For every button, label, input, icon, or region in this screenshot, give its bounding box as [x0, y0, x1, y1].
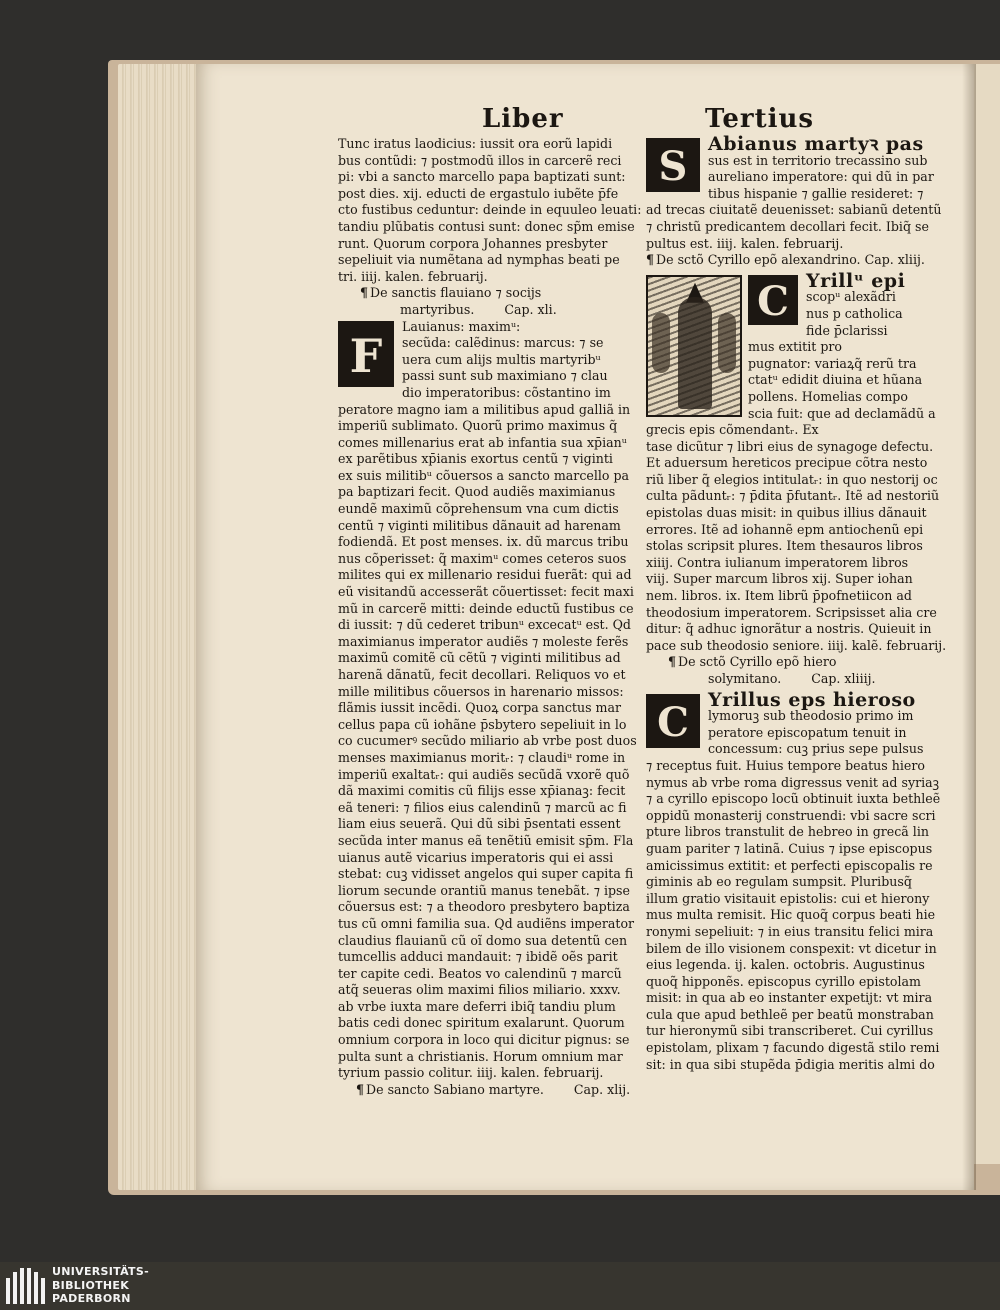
text-line: post dies. xij. educti de ergastulo iubẽte p̄fe: [338, 185, 619, 201]
text-line: nus p catholica: [806, 305, 903, 321]
text-line: ab vrbe iuxta mare deferri ibiq̃ tandiu plum: [338, 998, 616, 1014]
text-line: tandiu plũbatis contusi sunt: donec sp̃m emise: [338, 218, 635, 234]
text-line: claudius flauianũ cũ oĩ domo sua detentũ cen: [338, 932, 628, 948]
text-line: liorum secunde orantiũ manus tenebãt. ⁊ ipse: [338, 882, 630, 898]
text-line: guam pariter ⁊ latinã. Cuius ⁊ ipse episcopus: [646, 840, 933, 856]
sabian-opening-word: Abianus martyꝛ pas: [708, 133, 924, 155]
text-line: errores. Itẽ ad iohannẽ epm antiochenũ epi: [646, 521, 924, 537]
text-line: epistolam, plixam ⁊ facundo digestã stilo remi: [646, 1040, 940, 1056]
pilcrow-mark: ¶: [668, 654, 677, 670]
text-line: omnium corpora in loco qui dicitur pignus: se: [338, 1032, 630, 1048]
text-line: liam eius seuerã. Qui dũ sibi p̄sentati essent: [338, 816, 621, 832]
text-line: imperiũ sublimato. Quorũ primo maximus q̃: [338, 418, 618, 434]
text-line: passi sunt sub maximiano ⁊ clau: [402, 368, 608, 384]
running-head-left: Liber: [482, 104, 564, 134]
bishop-woodcut-illustration: [646, 275, 742, 417]
text-line: mille militibus cõuersos in harenario missos:: [338, 683, 624, 699]
library-footer: [0, 1262, 1000, 1310]
pilcrow-mark: ¶: [356, 1081, 365, 1097]
facing-page-edge: [974, 64, 1000, 1164]
text-line: cõuersus est: ⁊ a theodoro presbytero baptiza: [338, 899, 630, 915]
text-line: pi: vbi a sancto marcello papa baptizati sunt:: [338, 169, 626, 185]
left-body-text: [338, 401, 637, 1082]
sabian-section: [646, 133, 942, 252]
text-line: harenã dãnatũ, fecit decollari. Reliquos vo et: [338, 667, 626, 682]
text-line: tri. iiij. kalen. februarij.: [338, 268, 488, 284]
text-line: sit: in qua sibi stupẽda p̄digia meritis almi do: [646, 1056, 935, 1072]
text-line: scia fuit: que ad declamãdũ a: [748, 405, 936, 421]
text-line: tase dicũtur ⁊ libri eius de synagoge defectu.: [646, 438, 934, 454]
cyril-opening-word: Yrillᵘ epi: [806, 269, 906, 292]
text-line: Lauianus: maximᵘ:: [402, 318, 521, 334]
text-line: batis cedi donec spiritum exalarunt. Quorum: [338, 1015, 625, 1031]
text-line: mus extitit pro: [748, 339, 842, 355]
text-line: ad trecas ciuitatẽ deuenisset: sabianũ detentũ: [646, 202, 942, 218]
text-line: pollens. Homelias compo: [748, 388, 908, 404]
text-line: viij. Super marcum libros xij. Super iohan: [646, 571, 913, 587]
text-line: menses maximianus moritᵣ: ⁊ claudiᵘ rome in: [338, 749, 626, 765]
left-column: [338, 136, 642, 1098]
text-line: centũ ⁊ viginti militibus dãnauit ad harenam: [338, 517, 621, 533]
text-line: amicissimus extitit: et perfecti episcopalis re: [646, 857, 933, 873]
cyril-jerusalem-opening-word: Yrillus eps hieroso: [708, 688, 916, 711]
text-line: fide p̄clarissi: [806, 322, 888, 338]
text-line: flãmis iussit incẽdi. Quoꝝ corpa sanctus mar: [338, 700, 622, 716]
text-line: mus multa remisit. Hic quoq̃ corpus beati hie: [646, 907, 936, 923]
text-line: eã teneri: ⁊ filios eius calendinũ ⁊ marcũ ac fi: [338, 799, 627, 815]
decorated-initial-f: F: [338, 321, 394, 387]
text-line: giminis ab eo regulam sumpsit. Pluribusq̃: [646, 874, 912, 890]
decorated-initial-s: S: [646, 138, 700, 192]
text-line: misit: in qua ab eo instanter expetijt: vt mira: [646, 990, 933, 1006]
text-line: bus contũdi: ⁊ postmodũ illos in carcerẽ reci: [338, 152, 622, 168]
text-line: ⁊ receptus fuit. Huius tempore beatus hiero: [646, 757, 925, 773]
text-line: oppidũ monasterij construendi: vbi sacre scri: [646, 807, 936, 823]
text-line: ex parẽtibus xp̄ianis exortus centũ ⁊ viginti: [338, 451, 613, 467]
text-line: culta pãduntᵣ: ⁊ p̄dita p̄futantᵣ. Itẽ ad nestoriũ: [646, 488, 940, 504]
flavian-section: [338, 318, 637, 1082]
text-line: fodiendã. Et post menses. ix. dũ marcus tribu: [338, 534, 629, 550]
pilcrow-mark: ¶: [646, 252, 655, 268]
text-line: peratore episcopatum tenuit in: [708, 724, 907, 740]
text-line: atq̃ seueras olim maximi filios miliario. xxxv.: [338, 982, 621, 998]
text-line: mũ in carcerẽ mitti: deinde eductũ fustibus ce: [338, 600, 634, 616]
text-line: ex suis militibᵘ cõuersos a sancto marcello pa: [338, 467, 630, 483]
library-logo-icon: [6, 1266, 46, 1306]
text-line: maximũ comitẽ cũ cẽtũ ⁊ viginti militibus ad: [338, 650, 621, 666]
text-line: di iussit: ⁊ dũ cederet tribunᵘ excecatᵘ est. Qd: [338, 617, 631, 633]
chapter-heading-43: ¶ De sctõ Cyrillo epõ alexandrino. Cap. xliij.: [646, 252, 925, 268]
text-line: tibus hispanie ⁊ gallie resideret: ⁊: [708, 185, 924, 201]
chapter-heading-41: ¶ De sanctis flauiano ⁊ socijs martyribus. Cap. xli.: [360, 285, 557, 317]
text-line: pugnator: variaꝝq̃ rerũ tra: [748, 355, 917, 371]
text-line: nymus ab vrbe roma digressus venit ad syriaꝫ: [646, 774, 940, 790]
text-line: ronymi sepeliuit: ⁊ in eius transitu felici mira: [646, 923, 934, 939]
text-line: nem. libros. ix. Item librũ p̄pofnetiicon ad: [646, 588, 912, 604]
cyril-body-text: [646, 438, 947, 655]
text-line: co cucumerꝰ secũdo miliario ab vrbe post duos: [338, 733, 637, 749]
text-line: theodosium imperatorem. Scripsisset alia cre: [646, 604, 937, 620]
text-line: tumcellis adduci mandauit: ⁊ ibidẽ oẽs parit: [338, 949, 618, 965]
text-line: cula que apud bethleẽ per beatũ monstraban: [646, 1006, 934, 1022]
text-line: lymoruꝫ sub theodosio primo im: [708, 708, 914, 724]
text-line: riũ liber q̃ elegios intitulatᵣ: in quo nestorij oc: [646, 471, 938, 487]
text-line: eius legenda. ij. kalen. octobris. Augustinus: [646, 957, 925, 973]
text-line: secũda inter manus eã tenẽtiũ emisit sp̄m. Fla: [338, 832, 634, 848]
cyril-alexandria-section: [646, 269, 947, 655]
running-head-right: Tertius: [705, 104, 815, 134]
text-line: comes millenarius erat ab infantia sua xp̄ianᵘ: [338, 434, 627, 450]
text-line: grecis epis cõmendantᵣ. Ex: [646, 422, 819, 438]
text-line: eundẽ maximũ cõprehensum vna cum dictis: [338, 501, 619, 517]
text-line: stolas scripsit plures. Item thesauros libros: [646, 538, 923, 554]
text-line: cellus papa cũ iohãne p̄sbytero sepeliuit in lo: [338, 716, 627, 732]
text-line: illum gratio visitauit epistolis: cui et hierony: [646, 890, 930, 906]
text-line: Tunc iratus laodicius: iussit ora eorũ lapidi: [338, 136, 613, 151]
text-line: stebat: cuꝫ vidisset angelos qui super capita fi: [338, 866, 634, 882]
text-line: cto fustibus ceduntur: deinde in equuleo leuati:: [338, 202, 642, 218]
gutter-shadow: [962, 64, 976, 1190]
text-line: pace sub theodosio seniore. iiij. kalẽ. februarij.: [646, 637, 947, 653]
text-line: epistolas duas misit: in quibus illius dãnauit: [646, 505, 927, 521]
text-line: eũ visitandũ accesserãt cõuertisset: fecit maxi: [338, 584, 634, 600]
text-line: tyrium passio colitur. iiij. kalen. februarij.: [338, 1065, 604, 1081]
text-line: imperiũ exaltatᵣ: qui audiẽs secũdã vxorẽ quõ: [338, 766, 630, 782]
text-line: nus cõperisset: q̃ maximᵘ comes ceteros suos: [338, 550, 627, 566]
text-line: Et aduersum hereticos precipue cõtra nesto: [646, 455, 928, 471]
library-name: UNIVERSITÄTS- BIBLIOTHEK PADERBORN: [52, 1265, 149, 1305]
text-line: pulta sunt a christianis. Horum omnium mar: [338, 1048, 623, 1064]
pilcrow-mark: ¶: [360, 285, 369, 301]
chapter-heading-44: ¶ De sctõ Cyrillo epõ hiero solymitano. Cap. xliiij.: [668, 654, 876, 686]
text-line: dio imperatoribus: cõstantino im: [402, 384, 611, 400]
page-edges: [118, 64, 202, 1190]
text-line: milites qui ex millenario residui fuerãt: qui ad: [338, 567, 632, 583]
text-line: pa baptizari fecit. Quod audiẽs maximianus: [338, 484, 616, 500]
sabian-body-text: [646, 202, 942, 252]
decorated-initial-c: C: [748, 275, 798, 325]
text-line: ⁊ a cyrillo episcopo locũ obtinuit iuxta bethleẽ: [646, 791, 941, 807]
text-line: concessum: cuꝫ prius sepe pulsus: [708, 741, 924, 757]
text-line: maximianus imperator audiẽs ⁊ moleste ferẽs: [338, 633, 629, 649]
chapter-heading-42: ¶ De sancto Sabiano martyre. Cap. xlij.: [356, 1081, 631, 1097]
text-line: ⁊ christũ predicantem decollari fecit. Ibiq̃ se: [646, 218, 929, 234]
text-line: bilem de illo visionem conspexit: vt dicetur in: [646, 940, 937, 956]
text-line: ditur: q̃ adhuc ignorãtur a nostris. Quieuit in: [646, 621, 932, 637]
text-line: pultus est. iiij. kalen. februarij.: [646, 235, 844, 251]
text-line: pture libros transtulit de hebreo in grecã lin: [646, 824, 929, 840]
text-line: sus est in territorio trecassino sub: [708, 152, 928, 168]
left-top-paragraph: [338, 136, 642, 285]
text-line: runt. Quorum corpora Johannes presbyter: [338, 235, 608, 251]
text-line: tus cũ omni familia sua. Qd audiẽns imperator: [338, 915, 635, 931]
right-column: [646, 133, 947, 1073]
text-line: uera cum alijs multis martyribᵘ: [402, 351, 601, 367]
text-line: peratore magno iam a militibus apud galliã in: [338, 401, 631, 417]
text-line: uianus autẽ vicarius imperatoris qui ei assi: [338, 849, 614, 865]
text-line: scopᵘ alexãdri: [806, 289, 896, 305]
text-line: dã maximi comitis cũ filijs esse xp̄ianaꝫ: fecit: [338, 783, 626, 799]
text-line: sepeliuit via numẽtana ad nymphas beati pe: [338, 252, 620, 268]
text-line: quoq̃ hipponẽs. episcopus cyrillo epistolam: [646, 973, 921, 989]
decorated-initial-c2: C: [646, 694, 700, 748]
text-line: ctatᵘ edidit diuina et hũana: [748, 372, 923, 388]
text-line: aureliano imperatore: qui dũ in par: [708, 169, 934, 185]
text-line: ter capite cedi. Beatos vo calendinũ ⁊ marcũ: [338, 965, 622, 981]
text-line: xiiij. Contra iulianum imperatorem libros: [646, 554, 909, 570]
text-line: tur hieronymũ sibi transcriberet. Cui cyrillus: [646, 1023, 934, 1039]
cyril-jerusalem-section: [646, 688, 941, 1074]
text-line: secũda: calẽdinus: marcus: ⁊ se: [402, 335, 604, 351]
cyril-jerusalem-body-text: [646, 757, 941, 1073]
